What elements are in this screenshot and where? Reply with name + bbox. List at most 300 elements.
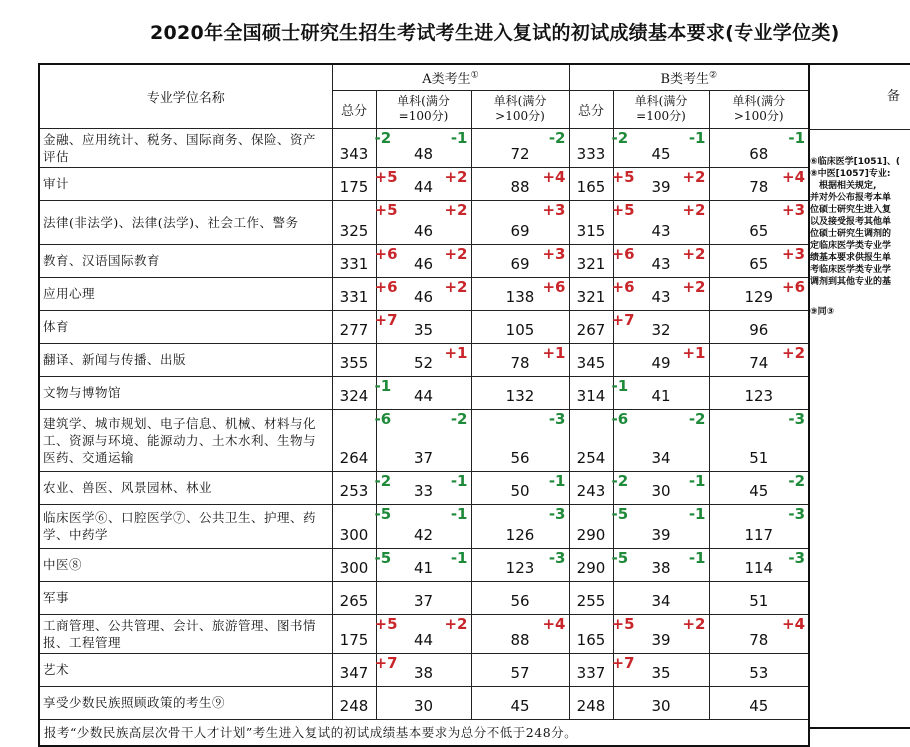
- major-name: 体育: [39, 310, 332, 343]
- change-marker: +6: [374, 244, 398, 263]
- change-marker: -2: [548, 128, 566, 147]
- score-value: 300: [339, 558, 369, 577]
- single-100-score-b: [613, 653, 709, 686]
- major-name: 工商管理、公共管理、会计、旅游管理、图书情报、工程管理: [39, 614, 332, 653]
- single-over-score-b: [709, 409, 809, 471]
- change-marker: -1: [611, 376, 629, 395]
- score-value: 253: [339, 481, 369, 500]
- major-name: 临床医学⑥、口腔医学⑦、公共卫生、护理、药学、中药学: [39, 504, 332, 548]
- single-100-score-b: [613, 686, 709, 719]
- total-score-a: [332, 614, 398, 653]
- major-name: 中医⑧: [39, 548, 332, 581]
- score-value: 38: [413, 663, 434, 682]
- change-marker: +7: [611, 310, 635, 329]
- change-marker: +2: [444, 200, 468, 219]
- score-value: 52: [413, 353, 434, 372]
- single-over-score-b: [709, 548, 809, 581]
- change-marker: -6: [374, 409, 392, 428]
- score-value: 267: [576, 320, 606, 339]
- change-marker: -1: [688, 548, 706, 567]
- total-score-a: [332, 581, 376, 614]
- major-name: 享受少数民族照顾政策的考生⑨: [39, 686, 332, 719]
- score-value: 314: [576, 386, 606, 405]
- remarks-line: 考临床医学类专业学: [810, 265, 892, 275]
- score-value: 45: [510, 696, 530, 715]
- score-value: 337: [576, 663, 606, 682]
- change-marker: -1: [788, 128, 806, 147]
- change-marker: +5: [374, 200, 398, 219]
- total-score-a: [332, 548, 392, 581]
- header-b-singleover: [709, 90, 809, 128]
- score-value: 254: [576, 448, 606, 467]
- single-100-score-a: [376, 581, 471, 614]
- change-marker: +6: [611, 277, 635, 296]
- change-marker: +7: [611, 653, 635, 672]
- single-over-score-a: [471, 686, 569, 719]
- single-over-score-a: [471, 310, 569, 343]
- remarks-line: 根据相关规定,: [810, 181, 877, 191]
- single-over-score-b: [709, 376, 809, 409]
- score-value: 78: [749, 177, 769, 196]
- score-value: 74: [749, 353, 769, 372]
- total-score-a: [332, 686, 376, 719]
- major-name: 法律(非法学)、法律(法学)、社会工作、警务: [39, 200, 332, 244]
- change-marker: +7: [374, 653, 398, 672]
- change-marker: +6: [374, 277, 398, 296]
- change-marker: +1: [542, 343, 566, 362]
- score-value: 41: [651, 386, 671, 405]
- score-value: 165: [576, 177, 606, 196]
- single-100-score-b: [613, 614, 709, 653]
- table-row: [39, 310, 809, 343]
- score-value: 45: [651, 144, 671, 163]
- score-value: 345: [576, 353, 606, 372]
- single-over-score-a: [471, 504, 569, 548]
- table-row: [39, 504, 809, 548]
- total-score-b: [569, 244, 635, 277]
- page-title: 2020年全国硕士研究生招生考试考生进入复试的初试成绩基本要求(专业学位类): [150, 22, 840, 44]
- change-marker: -1: [450, 548, 468, 567]
- single-over-score-a: [471, 343, 569, 376]
- total-score-a: [332, 277, 398, 310]
- table-row: [39, 614, 809, 653]
- single-100-score-b: [613, 548, 709, 581]
- single-100-score-a: [376, 167, 471, 200]
- score-value: 126: [505, 525, 535, 544]
- major-name: 教育、汉语国际教育: [39, 244, 332, 277]
- score-value: 355: [339, 353, 369, 372]
- score-value: 46: [413, 287, 434, 306]
- score-value: 30: [413, 696, 434, 715]
- single-over-score-b: [709, 310, 809, 343]
- remarks-text: [808, 130, 910, 288]
- remarks-line: 调剂到其他专业的基: [810, 277, 892, 287]
- score-value: 51: [749, 591, 769, 610]
- score-value: 43: [651, 287, 671, 306]
- single-100-score-a: [376, 686, 471, 719]
- score-value: 88: [510, 177, 530, 196]
- single-100-score-b: [613, 376, 709, 409]
- score-value: 300: [339, 525, 369, 544]
- total-score-b: [569, 343, 613, 376]
- single-over-score-b: [709, 614, 809, 653]
- change-marker: +2: [682, 277, 706, 296]
- change-marker: +2: [682, 614, 706, 633]
- score-value: 32: [651, 320, 671, 339]
- single-over-score-a: [471, 614, 569, 653]
- score-value: 175: [339, 177, 369, 196]
- remarks-line: ⑧中医[1057]专业:: [810, 169, 891, 179]
- score-value: 255: [576, 591, 606, 610]
- table-row: [39, 471, 809, 504]
- score-value: 78: [510, 353, 530, 372]
- single-over-score-a: [471, 200, 569, 244]
- table-row: [39, 277, 809, 310]
- score-value: 165: [576, 630, 606, 649]
- total-score-b: [569, 471, 629, 504]
- change-marker: -6: [611, 409, 629, 428]
- change-marker: -2: [450, 409, 468, 428]
- score-value: 325: [339, 221, 369, 240]
- score-value: 45: [749, 696, 769, 715]
- change-marker: -2: [374, 128, 392, 147]
- score-value: 243: [576, 481, 606, 500]
- remarks-line: 并对外公布报考本单: [810, 193, 892, 203]
- score-value: 78: [749, 630, 769, 649]
- major-name: 建筑学、城市规划、电子信息、机械、材料与化工、资源与环境、能源动力、土木水利、生物与医药、交通运输: [39, 409, 332, 471]
- table-row: [39, 686, 809, 719]
- score-value: 48: [413, 144, 434, 163]
- score-value: 37: [413, 448, 434, 467]
- score-value: 132: [505, 386, 535, 405]
- score-value: 46: [413, 221, 434, 240]
- score-value: 53: [749, 663, 769, 682]
- single-100-score-a: [376, 376, 471, 409]
- total-score-b: [569, 581, 613, 614]
- header-a-single100-l2: =100分): [398, 109, 449, 123]
- major-name: 艺术: [39, 653, 332, 686]
- single-100-score-b: [613, 504, 709, 548]
- single-100-score-b: [613, 167, 709, 200]
- change-marker: +2: [444, 614, 468, 633]
- score-value: 248: [576, 696, 606, 715]
- total-score-a: [332, 128, 392, 167]
- header-a-single100-l1: 单科(满分: [397, 94, 450, 108]
- total-score-b: [569, 167, 635, 200]
- total-score-a: [332, 376, 392, 409]
- total-score-b: [569, 310, 635, 343]
- change-marker: -5: [374, 548, 392, 567]
- score-value: 321: [576, 254, 606, 273]
- header-group-b-mark: ②: [709, 70, 718, 81]
- single-100-score-b: [613, 343, 709, 376]
- score-value: 315: [576, 221, 606, 240]
- change-marker: -3: [548, 548, 566, 567]
- score-value: 138: [505, 287, 535, 306]
- total-score-a: [332, 343, 376, 376]
- single-100-score-b: [613, 277, 709, 310]
- score-value: 37: [413, 591, 434, 610]
- footnote: 报考“少数民族高层次骨干人才计划”考生进入复试的初试成绩基本要求为总分不低于248分。: [39, 719, 809, 746]
- single-over-score-b: [709, 200, 809, 244]
- single-over-score-b: [709, 581, 809, 614]
- single-100-score-a: [376, 614, 471, 653]
- total-score-b: [569, 653, 635, 686]
- change-marker: -3: [788, 409, 806, 428]
- single-over-score-a: [471, 548, 569, 581]
- change-marker: -2: [374, 471, 392, 490]
- single-100-score-a: [376, 653, 471, 686]
- table-row: [39, 343, 809, 376]
- change-marker: +5: [611, 167, 635, 186]
- total-score-b: [569, 548, 629, 581]
- change-marker: +5: [611, 614, 635, 633]
- total-score-b: [569, 376, 629, 409]
- change-marker: +3: [542, 200, 566, 219]
- table-row: [39, 653, 809, 686]
- score-value: 51: [749, 448, 769, 467]
- score-value: 56: [510, 448, 530, 467]
- score-value: 123: [505, 558, 535, 577]
- single-100-score-a: [376, 409, 471, 471]
- remarks-line: 位硕士研究生调剂的: [810, 229, 892, 239]
- single-100-score-b: [613, 128, 709, 167]
- total-score-b: [569, 614, 635, 653]
- change-marker: -5: [611, 504, 629, 523]
- change-marker: -3: [788, 504, 806, 523]
- major-name: 农业、兽医、风景园林、林业: [39, 471, 332, 504]
- score-value: 265: [339, 591, 369, 610]
- change-marker: +5: [374, 167, 398, 186]
- score-table: [38, 63, 810, 747]
- single-over-score-b: [709, 128, 809, 167]
- change-marker: +5: [374, 614, 398, 633]
- table-row: [39, 581, 809, 614]
- header-a-singleover: [471, 90, 569, 128]
- header-b-single100: [613, 90, 709, 128]
- total-score-b: [569, 128, 629, 167]
- remarks-line: 绩基本要求供报生单: [810, 253, 892, 263]
- single-over-score-b: [709, 244, 809, 277]
- header-major-name: 专业学位名称: [39, 64, 332, 128]
- change-marker: +2: [682, 200, 706, 219]
- major-name: 应用心理: [39, 277, 332, 310]
- change-marker: +3: [542, 244, 566, 263]
- remarks-text-2: ⑨同③: [810, 307, 835, 317]
- single-100-score-a: [376, 343, 471, 376]
- single-over-score-b: [709, 653, 809, 686]
- single-over-score-a: [471, 167, 569, 200]
- total-score-a: [332, 504, 392, 548]
- score-value: 321: [576, 287, 606, 306]
- score-value: 33: [413, 481, 434, 500]
- score-value: 65: [749, 254, 769, 273]
- single-100-score-a: [376, 471, 471, 504]
- header-group-a: [332, 64, 569, 90]
- header-b-single100-l1: 单科(满分: [634, 94, 688, 108]
- score-value: 57: [510, 663, 530, 682]
- total-score-b: [569, 686, 613, 719]
- change-marker: -3: [548, 504, 566, 523]
- single-over-score-b: [709, 343, 809, 376]
- change-marker: +4: [782, 167, 806, 186]
- change-marker: -1: [688, 471, 706, 490]
- remarks-column: [808, 63, 910, 729]
- score-value: 343: [339, 144, 369, 163]
- score-value: 105: [505, 320, 535, 339]
- score-value: 72: [510, 144, 530, 163]
- change-marker: -3: [788, 548, 806, 567]
- total-score-a: [332, 200, 398, 244]
- header-b-singleover-l2: >100分): [733, 109, 784, 123]
- header-b-total: 总分: [569, 90, 613, 128]
- score-value: 264: [339, 448, 369, 467]
- single-over-score-b: [709, 167, 809, 200]
- single-over-score-b: [709, 277, 809, 310]
- score-value: 69: [510, 221, 530, 240]
- single-over-score-a: [471, 409, 569, 471]
- major-name: 军事: [39, 581, 332, 614]
- score-value: 324: [339, 386, 369, 405]
- change-marker: -5: [611, 548, 629, 567]
- score-value: 129: [744, 287, 774, 306]
- score-value: 88: [510, 630, 530, 649]
- change-marker: +4: [542, 167, 566, 186]
- change-marker: +4: [782, 614, 806, 633]
- single-over-score-a: [471, 277, 569, 310]
- change-marker: -1: [450, 471, 468, 490]
- change-marker: -1: [450, 504, 468, 523]
- score-value: 175: [339, 630, 369, 649]
- change-marker: +2: [444, 244, 468, 263]
- change-marker: +7: [374, 310, 398, 329]
- change-marker: +2: [682, 167, 706, 186]
- change-marker: +3: [782, 200, 806, 219]
- single-100-score-b: [613, 244, 709, 277]
- score-value: 45: [749, 481, 769, 500]
- score-value: 290: [576, 525, 606, 544]
- single-over-score-b: [709, 471, 809, 504]
- header-group-a-label: A类考生: [422, 71, 471, 87]
- header-b-singleover-l1: 单科(满分: [732, 94, 786, 108]
- total-score-a: [332, 244, 398, 277]
- total-score-a: [332, 471, 392, 504]
- change-marker: +1: [444, 343, 468, 362]
- score-table-body: [39, 128, 809, 719]
- score-value: 49: [651, 353, 671, 372]
- single-over-score-a: [471, 581, 569, 614]
- major-name: 金融、应用统计、税务、国际商务、保险、资产评估: [39, 128, 332, 167]
- change-marker: +2: [782, 343, 806, 362]
- score-value: 43: [651, 221, 671, 240]
- header-a-singleover-l1: 单科(满分: [493, 94, 547, 108]
- remarks-line: 定临床医学类专业学: [810, 241, 892, 251]
- total-score-b: [569, 200, 635, 244]
- table-row: [39, 200, 809, 244]
- score-value: 42: [413, 525, 434, 544]
- single-100-score-b: [613, 310, 709, 343]
- score-value: 331: [339, 287, 369, 306]
- score-value: 114: [744, 558, 774, 577]
- score-value: 39: [651, 525, 671, 544]
- score-value: 56: [510, 591, 530, 610]
- change-marker: +3: [782, 244, 806, 263]
- score-value: 38: [651, 558, 671, 577]
- score-value: 123: [744, 386, 774, 405]
- score-value: 65: [749, 221, 769, 240]
- change-marker: +6: [611, 244, 635, 263]
- score-value: 347: [339, 663, 369, 682]
- single-100-score-b: [613, 409, 709, 471]
- score-value: 331: [339, 254, 369, 273]
- remarks-line: ⑥临床医学[1051]、(: [810, 157, 901, 167]
- score-value: 34: [651, 448, 671, 467]
- total-score-a: [332, 310, 398, 343]
- header-b-single100-l2: =100分): [636, 109, 686, 123]
- score-value: 96: [749, 320, 769, 339]
- score-value: 44: [413, 177, 434, 196]
- score-value: 30: [651, 696, 671, 715]
- header-a-single100: [376, 90, 471, 128]
- header-group-b-label: B类考生: [660, 71, 709, 87]
- major-name: 审计: [39, 167, 332, 200]
- change-marker: -2: [611, 471, 629, 490]
- score-value: 333: [576, 144, 606, 163]
- single-100-score-b: [613, 200, 709, 244]
- score-value: 44: [413, 630, 434, 649]
- total-score-b: [569, 504, 629, 548]
- score-value: 69: [510, 254, 530, 273]
- single-100-score-a: [376, 244, 471, 277]
- score-value: 290: [576, 558, 606, 577]
- score-value: 39: [651, 630, 671, 649]
- remarks-line: 以及接受报考其他单: [810, 217, 892, 227]
- total-score-a: [332, 653, 398, 686]
- remarks-header: 备: [808, 65, 910, 130]
- score-value: 248: [339, 696, 369, 715]
- single-over-score-a: [471, 653, 569, 686]
- total-score-a: [332, 409, 392, 471]
- header-group-b: [569, 64, 809, 90]
- change-marker: -1: [374, 376, 392, 395]
- total-score-a: [332, 167, 398, 200]
- header-a-singleover-l2: >100分): [495, 109, 545, 123]
- single-100-score-a: [376, 504, 471, 548]
- score-value: 44: [413, 386, 434, 405]
- single-100-score-b: [613, 581, 709, 614]
- single-100-score-b: [613, 471, 709, 504]
- single-100-score-a: [376, 548, 471, 581]
- single-100-score-a: [376, 128, 471, 167]
- change-marker: -1: [688, 504, 706, 523]
- score-value: 35: [651, 663, 671, 682]
- change-marker: -3: [548, 409, 566, 428]
- change-marker: +4: [542, 614, 566, 633]
- single-100-score-a: [376, 277, 471, 310]
- single-over-score-b: [709, 504, 809, 548]
- change-marker: +6: [542, 277, 566, 296]
- score-value: 35: [413, 320, 434, 339]
- change-marker: +2: [444, 277, 468, 296]
- header-a-total: 总分: [332, 90, 376, 128]
- change-marker: +2: [444, 167, 468, 186]
- score-value: 277: [339, 320, 369, 339]
- table-row: [39, 548, 809, 581]
- single-over-score-a: [471, 471, 569, 504]
- change-marker: -5: [374, 504, 392, 523]
- table-row: [39, 376, 809, 409]
- change-marker: +6: [782, 277, 806, 296]
